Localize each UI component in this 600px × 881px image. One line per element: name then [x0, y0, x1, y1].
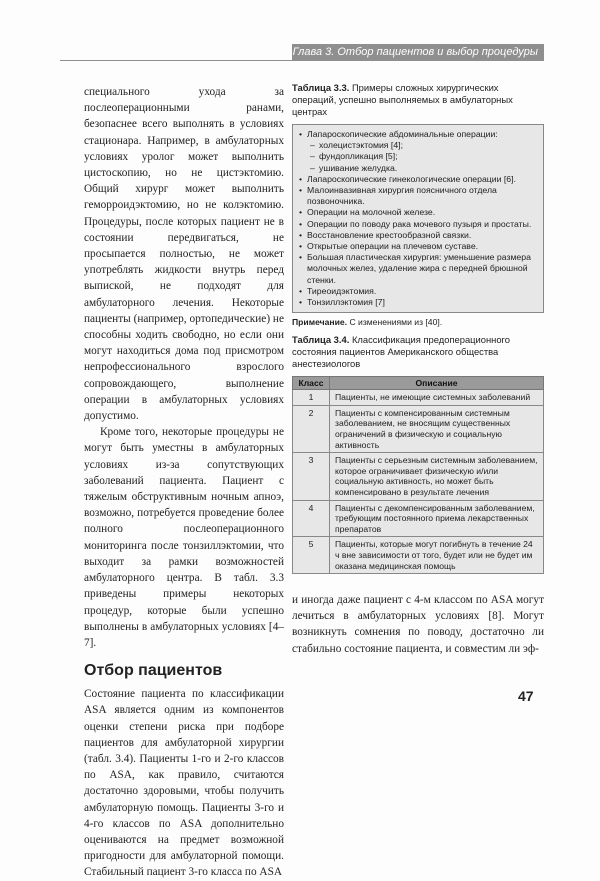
body-paragraph-4: и иногда даже пациент с 4-м классом по ASA могут лечиться в амбулаторных условиях [8]. Могут возникнуть сомнения по поводу, достаточно ли стабильно состояние пациента, и совместим ли эф- [292, 594, 544, 655]
table-row [293, 537, 544, 574]
table-row [293, 390, 544, 406]
table-3-3-caption-text: Примеры сложных хирургических операций, успешно выполняемых в амбулаторных центрах [292, 82, 513, 117]
list-item: • Открытые операции на плечевом суставе. [299, 241, 537, 252]
list-item: • Тиреоидэктомия. [299, 286, 537, 297]
table-3-4 [292, 376, 544, 574]
class-cell: 2 [293, 405, 330, 452]
list-item: • Лапароскопические гинекологические операции [6]. [299, 174, 537, 185]
class-cell: 4 [293, 500, 330, 537]
table-header-row [293, 377, 544, 390]
table-row [293, 500, 544, 537]
list-item: • Большая пластическая хирургия: уменьшение размера молочных желез, удаление жира с передней брюшной стенки. [299, 252, 537, 286]
description-cell: Пациенты, которые могут погибнуть в течение 24 ч вне зависимости от того, будет или не будет им оказана медицинская помощь [330, 537, 544, 574]
note-label: Примечание. [292, 317, 348, 328]
list-item: • Лапароскопические абдоминальные операции: [299, 129, 537, 140]
list-item: • Восстановление крестообразной связки. [299, 230, 537, 241]
section-title: Отбор пациентов [84, 662, 223, 680]
list-item: • Операции на молочной железе. [299, 207, 537, 218]
chapter-header: Глава 3. Отбор пациентов и выбор процедуры [292, 44, 544, 61]
table-3-3-label: Таблица 3.3. [292, 82, 350, 93]
table-3-4-caption-text: Классификация предоперационного состояния пациентов Американского общества анестезиологов [292, 334, 510, 370]
col-class-header: Класс [293, 377, 330, 390]
left-column [84, 84, 284, 881]
page-number: 47 [518, 688, 534, 704]
description-cell: Пациенты с серьезным системным заболеванием, которое ограничивает физическую и/или социальную активность, но может быть компенсировано в результате лечения [330, 453, 544, 500]
list-item: • Малоинвазивная хирургия поясничного отдела позвоночника. [299, 185, 537, 207]
table-row [293, 405, 544, 452]
table-3-3-note [292, 317, 544, 328]
table-3-4-caption [292, 334, 544, 370]
table-3-3-list [299, 129, 537, 308]
list-subitem: – ушивание желудка. [299, 163, 537, 174]
body-paragraph-1: специального ухода за послеоперационными ранами, безопаснее всего выполнять в условиях стационара. Например, в амбулаторных условиях уролог может выполнить цистоскопию, но не цистэктомию. Общий хирург может выполнить геморроидэктомию, но не колэктомию. Процедуры, после которых пациент не в состоянии передвигаться, не просыпается полностью, не может употреблять жидкости внутрь перед выпиской, не подходят для амбулаторного лечения. Некоторые пациенты (например, ортопедические) не способны ходить свободно, но если они могут находиться дома под присмотром непрофессионального взрослого сопровождающего, выполнение операции в амбулаторных условиях допустимо. [84, 86, 284, 423]
list-subitem: – фундопликация [5]; [299, 151, 537, 162]
table-3-3-box [292, 124, 544, 313]
note-text: С изменениями из [40]. [349, 317, 443, 328]
body-paragraph-3: Состояние пациента по классификации ASA является одним из компонентов оценки степени риска при подборе пациентов для амбулаторной хирургии (табл. 3.4). Пациенты 1-го и 2-го классов по ASA, как правило, считаются достаточно здоровыми, чтобы получить амбулаторную помощь. Пациенты 3-го и 4-го классов по ASA дополнительно оцениваются на предмет возможной пригодности для амбулаторной помощи. Стабильный пациент 3-го класса по ASA [84, 688, 284, 879]
header-rule [60, 60, 544, 61]
class-cell: 5 [293, 537, 330, 574]
body-paragraph-2: Кроме того, некоторые процедуры не могут быть уместны в амбулаторных условиях из-за сопутствующих заболеваний пациента. Пациент с тяжелым обструктивным ночным апноэ, возможно, потребуется проведение более полного послеоперационного мониторинга после тонзиллэктомии, что выходит за рамки возможностей амбулаторного центра. В табл. 3.3 приведены примеры некоторых процедур, которые были успешно выполнены в амбулаторных условиях [4–7]. [84, 426, 284, 649]
class-cell: 3 [293, 453, 330, 500]
table-3-4-label: Таблица 3.4. [292, 334, 350, 346]
right-column [292, 82, 544, 574]
list-item: • Тонзиллэктомия [7] [299, 297, 537, 308]
description-cell: Пациенты с компенсированным системным заболеванием, не вносящим существенных ограничений в физическую и социальную активность [330, 405, 544, 452]
description-cell: Пациенты, не имеющие системных заболеваний [330, 390, 544, 406]
list-item: • Операции по поводу рака мочевого пузыря и простаты. [299, 219, 537, 230]
table-3-3-caption [292, 82, 544, 118]
description-cell: Пациенты с декомпенсированным заболеванием, требующим постоянного приема лекарственных препаратов [330, 500, 544, 537]
class-cell: 1 [293, 390, 330, 406]
table-row [293, 453, 544, 500]
col-desc-header: Описание [330, 377, 544, 390]
right-column-text [292, 592, 544, 657]
table-3-4-body [293, 390, 544, 574]
list-subitem: – холецистэктомия [4]; [299, 140, 537, 151]
